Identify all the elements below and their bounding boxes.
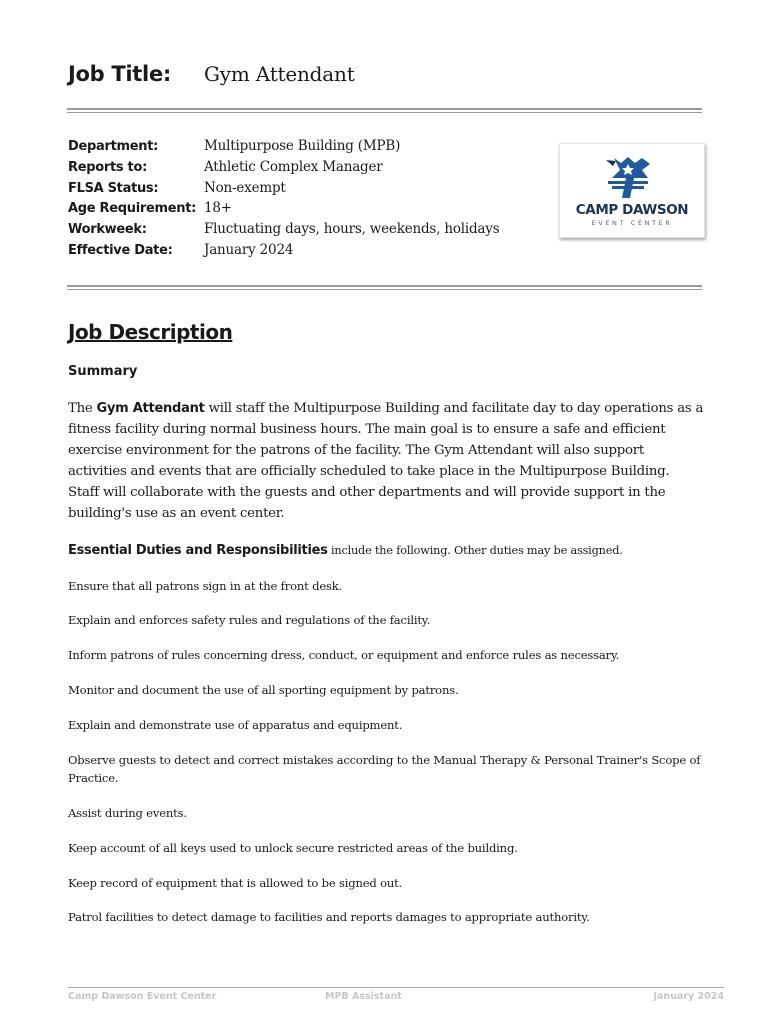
detail-label: Age Requirement: bbox=[68, 201, 197, 217]
detail-value: Athletic Complex Manager bbox=[204, 158, 383, 175]
duty-item: Assist during events. bbox=[68, 806, 187, 820]
duty-item: Inform patrons of rules concerning dress, conduct, or equipment and enforce rules as necessary. bbox=[68, 648, 620, 662]
duty-item: Keep record of equipment that is allowed to be signed out. bbox=[68, 876, 403, 890]
detail-row-effective-date bbox=[68, 240, 538, 261]
job-title-label: Job Title: bbox=[68, 62, 171, 86]
job-title-value: Gym Attendant bbox=[204, 62, 355, 86]
footer-divider bbox=[68, 987, 724, 988]
detail-value: January 2024 bbox=[204, 241, 294, 258]
duty-item: Explain and demonstrate use of apparatus and equipment. bbox=[68, 718, 403, 732]
job-description-heading: Job Description bbox=[68, 320, 233, 344]
duty-item: Keep account of all keys used to unlock secure restricted areas of the building. bbox=[68, 841, 518, 855]
camp-dawson-logo bbox=[559, 143, 705, 238]
duties-heading bbox=[68, 539, 708, 558]
footer-left: Camp Dawson Event Center bbox=[68, 991, 217, 1002]
detail-label: FLSA Status: bbox=[68, 180, 159, 196]
detail-value: Non-exempt bbox=[204, 179, 286, 196]
eagle-icon bbox=[600, 154, 656, 202]
duties-heading-bold: Essential Duties and Responsibilities bbox=[68, 543, 328, 558]
duty-item: Ensure that all patrons sign in at the front desk. bbox=[68, 579, 343, 593]
logo-name: CAMP DAWSON bbox=[575, 202, 689, 218]
duties-heading-note: include the following. Other duties may be assigned. bbox=[327, 544, 623, 557]
duty-item: Patrol facilities to detect damage to facilities and reports damages to appropriate authority. bbox=[68, 910, 590, 924]
middle-divider bbox=[67, 285, 702, 290]
detail-row-reports-to bbox=[68, 157, 538, 178]
detail-row-age-requirement bbox=[68, 198, 538, 219]
detail-label: Reports to: bbox=[68, 159, 147, 175]
detail-label: Workweek: bbox=[68, 222, 147, 238]
job-title-row bbox=[68, 62, 708, 96]
detail-row-workweek bbox=[68, 219, 538, 240]
detail-row-department bbox=[68, 136, 538, 157]
footer-center: MPB Assistant bbox=[325, 991, 402, 1002]
duty-item: Observe guests to detect and correct mistakes according to the Manual Therapy & Personal Trainer's Scope of Practice. bbox=[68, 753, 701, 785]
top-divider bbox=[67, 108, 702, 113]
detail-row-flsa-status bbox=[68, 178, 538, 199]
footer-right: January 2024 bbox=[653, 991, 724, 1002]
detail-label: Department: bbox=[68, 139, 159, 154]
duty-item: Monitor and document the use of all sporting equipment by patrons. bbox=[68, 683, 459, 697]
summary-intro: The bbox=[68, 401, 97, 416]
summary-heading: Summary bbox=[68, 364, 138, 379]
detail-value: Fluctuating days, hours, weekends, holidays bbox=[204, 221, 500, 238]
detail-value: Multipurpose Building (MPB) bbox=[204, 138, 401, 154]
detail-label: Effective Date: bbox=[68, 242, 173, 258]
summary-paragraph bbox=[68, 398, 704, 524]
duty-item: Explain and enforces safety rules and regulations of the facility. bbox=[68, 613, 431, 627]
summary-bold-title: Gym Attendant bbox=[96, 401, 205, 416]
summary-text: will staff the Multipurpose Building and facilitate day to day operations as a fitness facility during normal business hours. The main goal is to ensure a safe and efficient exercise environment for the patrons of the facility. The Gym Attendant will also support activities and events that are officially scheduled to take place in the Multipurpose Building. Staff will collaborate with the guests and other departments and will provide support in the building's use as an event center. bbox=[68, 401, 704, 521]
detail-value: 18+ bbox=[204, 200, 232, 217]
logo-subtitle: EVENT CENTER bbox=[591, 219, 673, 227]
job-details bbox=[68, 136, 538, 261]
